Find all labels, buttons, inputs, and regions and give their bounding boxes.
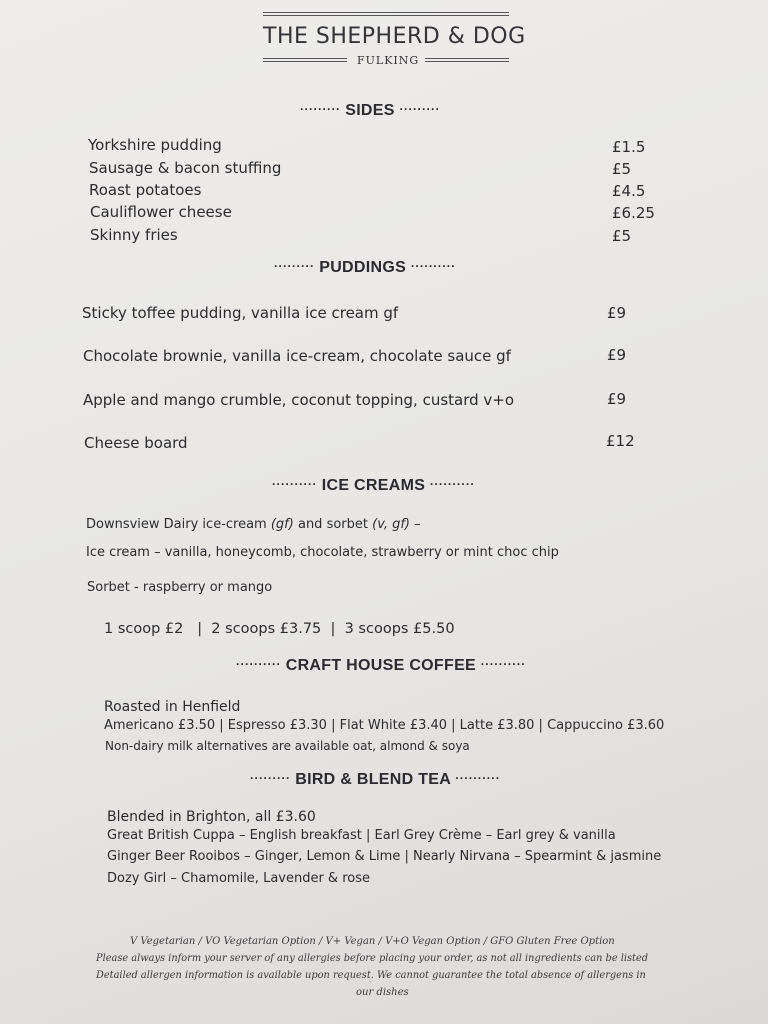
puddings-item-price: £9 xyxy=(607,346,627,364)
tea-heading xyxy=(250,771,500,789)
heading-dots-right: ········· xyxy=(399,102,440,116)
sides-item-price: £5 xyxy=(612,227,632,245)
puddings-heading xyxy=(274,259,456,277)
ice-cream-intro-vgf: (v, gf) xyxy=(372,517,410,532)
ice-cream-pricing: 1 scoop £2 | 2 scoops £3.75 | 3 scoops £5.50 xyxy=(104,621,455,637)
header-top-rule xyxy=(263,12,509,16)
footer-dietary-key: V Vegetarian / VO Vegetarian Option / V+ Vegan / V+O Vegan Option / GFO Gluten Free Option xyxy=(130,936,615,947)
coffee-origin: Roasted in Henfield xyxy=(104,699,241,715)
tea-line-1: Great British Cuppa – English breakfast | Earl Grey Crème – Earl grey & vanilla xyxy=(107,828,616,843)
puddings-item-price: £12 xyxy=(606,432,635,450)
puddings-heading-text: PUDDINGS xyxy=(319,259,407,276)
sides-item-name: Yorkshire pudding xyxy=(88,136,222,154)
heading-dots-right: ·········· xyxy=(480,657,526,671)
ice-cream-intro-c: and sorbet xyxy=(293,517,373,532)
coffee-heading xyxy=(236,657,526,675)
sides-item-name: Cauliflower cheese xyxy=(90,203,232,221)
sides-heading xyxy=(300,102,440,120)
footer-allergy-warning: Please always inform your server of any allergies before placing your order, as not all ingredients can be listed xyxy=(96,953,649,964)
sides-item-name: Roast potatoes xyxy=(89,181,202,199)
puddings-item-name: Chocolate brownie, vanilla ice-cream, chocolate sauce gf xyxy=(83,347,511,365)
heading-dots-left: ········· xyxy=(274,259,315,273)
puddings-item-price: £9 xyxy=(607,304,627,322)
sides-item-price: £5 xyxy=(612,160,632,178)
header-right-rule xyxy=(425,58,509,62)
heading-dots-right: ·········· xyxy=(455,771,501,785)
heading-dots-right: ·········· xyxy=(410,259,456,273)
ice-creams-heading-text: ICE CREAMS xyxy=(321,477,426,494)
puddings-item-name: Sticky toffee pudding, vanilla ice cream gf xyxy=(82,304,399,322)
puddings-item-name: Apple and mango crumble, coconut topping, custard v+o xyxy=(83,391,515,409)
tea-line-3: Dozy Girl – Chamomile, Lavender & rose xyxy=(107,871,370,886)
coffee-drinks: Americano £3.50 | Espresso £3.30 | Flat White £3.40 | Latte £3.80 | Cappuccino £3.60 xyxy=(104,718,665,733)
heading-dots-left: ·········· xyxy=(272,477,317,491)
ice-cream-intro xyxy=(86,517,421,532)
sides-item-price: £4.5 xyxy=(612,182,646,200)
sides-item-price: £6.25 xyxy=(612,204,655,222)
ice-creams-heading xyxy=(272,477,475,495)
ice-cream-flavours: Ice cream – vanilla, honeycomb, chocolate, strawberry or mint choc chip xyxy=(86,545,559,560)
puddings-item-name: Cheese board xyxy=(84,434,188,452)
puddings-item-price: £9 xyxy=(607,390,627,408)
footer-dishes: our dishes xyxy=(356,987,409,998)
tea-heading-text: BIRD & BLEND TEA xyxy=(295,771,451,788)
restaurant-location: FULKING xyxy=(357,54,420,67)
restaurant-name: THE SHEPHERD & DOG xyxy=(263,24,526,49)
ice-cream-intro-gf: (gf) xyxy=(270,517,294,532)
ice-cream-intro-a: Downsview Dairy ice-cream xyxy=(86,517,271,532)
ice-cream-intro-e: – xyxy=(410,517,421,532)
heading-dots-left: ·········· xyxy=(236,657,281,671)
heading-dots-right: ·········· xyxy=(429,477,475,491)
sides-item-name: Sausage & bacon stuffing xyxy=(89,159,282,177)
footer-allergen-info: Detailed allergen information is available upon request. We cannot guarantee the total absence of allergens in xyxy=(96,970,646,981)
coffee-milk-note: Non-dairy milk alternatives are available oat, almond & soya xyxy=(105,739,470,753)
sorbet-flavours: Sorbet - raspberry or mango xyxy=(87,580,273,595)
tea-origin: Blended in Brighton, all £3.60 xyxy=(107,809,316,825)
sides-item-price: £1.5 xyxy=(612,138,646,156)
coffee-heading-text: CRAFT HOUSE COFFEE xyxy=(285,657,477,674)
heading-dots-left: ········· xyxy=(250,771,291,785)
tea-line-2: Ginger Beer Rooibos – Ginger, Lemon & Lime | Nearly Nirvana – Spearmint & jasmine xyxy=(107,849,662,864)
sides-heading-text: SIDES xyxy=(345,102,395,119)
header-left-rule xyxy=(263,58,347,62)
heading-dots-left: ········· xyxy=(300,102,341,116)
sides-item-name: Skinny fries xyxy=(90,226,178,244)
